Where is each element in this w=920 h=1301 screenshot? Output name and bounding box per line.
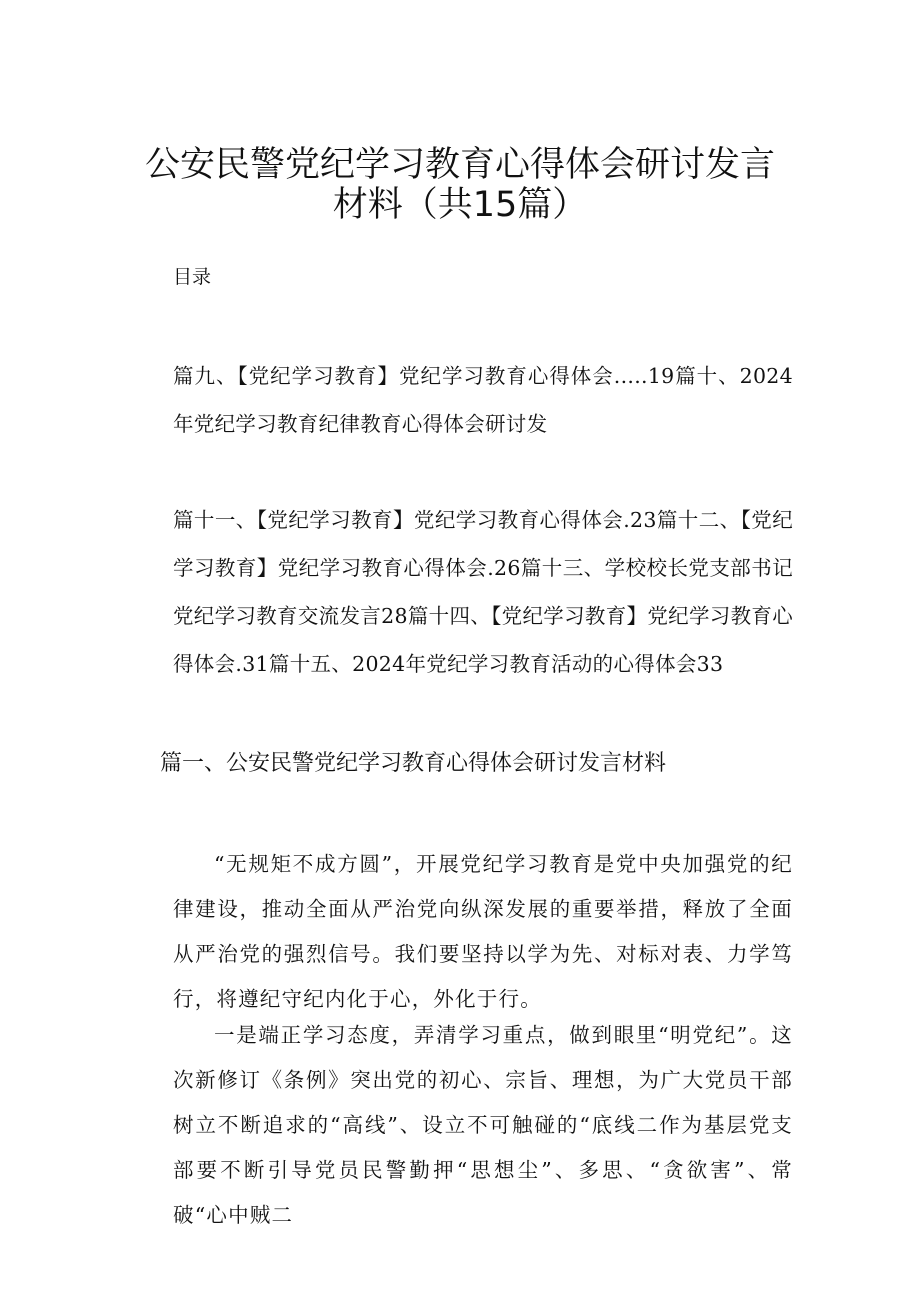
toc-label: 目录 [173,266,212,288]
section-heading: 篇一、公安民警党纪学习教育心得体会研讨发言材料 [160,751,667,776]
toc-entries-block-2: 篇十一、【党纪学习教育】党纪学习教育心得体会.23篇十二、【党纪学习教育】党纪学习教育心得体会.26篇十三、学校校长党支部书记党纪学习教育交流发言28篇十四、【党纪学习教育】党纪学习教育心得体会.31篇十五、2024年党纪学习教育活动的心得体会33 [173,508,793,676]
document-title-line-1: 公安民警党纪学习教育心得体会研讨发言 [144,145,775,185]
body-paragraph-1: “无规矩不成方圆”，开展党纪学习教育是党中央加强党的纪律建设，推动全面从严治党向纵深发展的重要举措，释放了全面从严治党的强烈信号。我们要坚持以学为先、对标对表、力学笃行，将遵纪守纪内化于心，外化于行。 [173,852,793,1011]
body-paragraph-2: 一是端正学习态度，弄清学习重点，做到眼里“明党纪”。这次新修订《条例》突出党的初心、宗旨、理想，为广大党员干部树立不断追求的“高线”、设立不可触碰的“底线二作为基层党支部要不断引导党员民警勤押“思想尘”、多思、“贪欲害”、常破“心中贼二 [173,1023,793,1227]
document-title-line-2: 材料（共15篇） [332,185,588,225]
toc-entries-block-1: 篇九、【党纪学习教育】党纪学习教育心得体会.....19篇十、2024年党纪学习教育纪律教育心得体会研讨发 [173,364,793,436]
